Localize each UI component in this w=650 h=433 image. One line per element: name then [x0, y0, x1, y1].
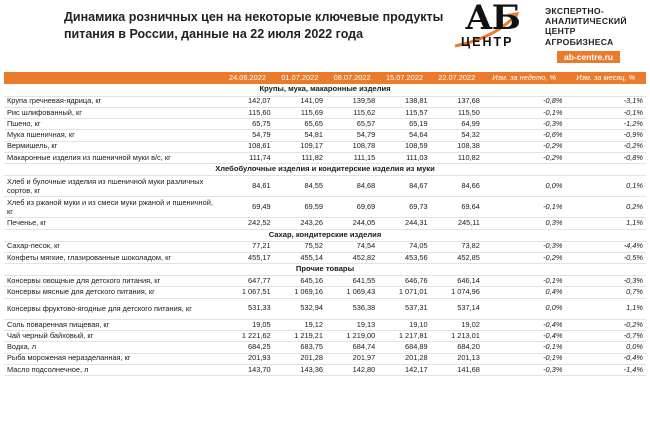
product-name: Чай черный байховый, кг — [4, 331, 221, 342]
price-cell: 69,49 — [221, 197, 273, 218]
section-header-row — [4, 229, 646, 241]
price-cell: 111,74 — [221, 152, 273, 163]
weekly-change-cell: -0,1% — [483, 353, 566, 364]
logo-url: ab-centre.ru — [557, 51, 620, 63]
product-name: Консервы фруктово-ягодные для детского питания, кг — [4, 298, 221, 319]
product-name: Пшено, кг — [4, 119, 221, 130]
monthly-change-cell: -4,4% — [565, 241, 646, 252]
header-change: Изм. за месяц, % — [565, 72, 646, 84]
price-cell: 54,79 — [326, 130, 378, 141]
price-cell: 74,54 — [326, 241, 378, 252]
table-row — [4, 342, 646, 353]
header-change: Изм. за неделю, % — [483, 72, 566, 84]
price-cell: 684,25 — [221, 342, 273, 353]
monthly-change-cell: -1,2% — [565, 119, 646, 130]
price-cell: 19,05 — [221, 319, 273, 330]
price-cell: 142,17 — [378, 364, 430, 375]
price-cell: 1 067,51 — [221, 287, 273, 298]
price-cell: 452,85 — [431, 252, 483, 263]
weekly-change-cell: -0,1% — [483, 342, 566, 353]
weekly-change-cell: 0,4% — [483, 287, 566, 298]
price-cell: 1 217,81 — [378, 331, 430, 342]
price-cell: 141,68 — [431, 364, 483, 375]
weekly-change-cell: -0,2% — [483, 141, 566, 152]
section-header-row — [4, 264, 646, 276]
monthly-change-cell: -0,8% — [565, 152, 646, 163]
monthly-change-cell: -0,2% — [565, 141, 646, 152]
weekly-change-cell: -0,6% — [483, 130, 566, 141]
weekly-change-cell: -0,4% — [483, 331, 566, 342]
price-cell: 684,89 — [378, 342, 430, 353]
weekly-change-cell: -0,3% — [483, 119, 566, 130]
price-cell: 108,59 — [378, 141, 430, 152]
table-row — [4, 96, 646, 107]
price-cell: 84,68 — [326, 176, 378, 197]
price-cell: 65,57 — [326, 119, 378, 130]
product-name: Печенье, кг — [4, 218, 221, 229]
product-name: Конфеты мягкие, глазированные шоколадом, кг — [4, 252, 221, 263]
product-name: Водка, л — [4, 342, 221, 353]
product-name: Консервы мясные для детского питания, кг — [4, 287, 221, 298]
logo-mark: АБ — [465, 0, 520, 38]
monthly-change-cell: -1,4% — [565, 364, 646, 375]
price-cell: 1 219,21 — [274, 331, 326, 342]
table-row — [4, 152, 646, 163]
table-row — [4, 364, 646, 375]
price-cell: 19,13 — [326, 319, 378, 330]
price-cell: 19,10 — [378, 319, 430, 330]
price-cell: 143,36 — [274, 364, 326, 375]
weekly-change-cell: -0,1% — [483, 276, 566, 287]
weekly-change-cell: -0,4% — [483, 319, 566, 330]
price-cell: 684,20 — [431, 342, 483, 353]
price-cell: 115,69 — [274, 107, 326, 118]
weekly-change-cell: -0,3% — [483, 241, 566, 252]
price-cell: 108,61 — [221, 141, 273, 152]
monthly-change-cell: -0,1% — [565, 107, 646, 118]
logo-text — [545, 6, 627, 47]
price-cell: 647,77 — [221, 276, 273, 287]
price-cell: 201,28 — [274, 353, 326, 364]
table-row — [4, 298, 646, 319]
product-name: Крупа гречневая-ядрица, кг — [4, 96, 221, 107]
monthly-change-cell: 0,1% — [565, 176, 646, 197]
price-cell: 84,67 — [378, 176, 430, 197]
price-cell: 69,59 — [274, 197, 326, 218]
price-cell: 75,52 — [274, 241, 326, 252]
price-cell: 108,38 — [431, 141, 483, 152]
price-cell: 69,73 — [378, 197, 430, 218]
table-row — [4, 331, 646, 342]
price-cell: 84,61 — [221, 176, 273, 197]
weekly-change-cell: -0,8% — [483, 96, 566, 107]
price-cell: 77,21 — [221, 241, 273, 252]
price-cell: 19,02 — [431, 319, 483, 330]
price-cell: 54,64 — [378, 130, 430, 141]
price-cell: 111,82 — [274, 152, 326, 163]
price-cell: 111,03 — [378, 152, 430, 163]
section-title: Крупы, мука, макаронные изделия — [4, 84, 646, 96]
price-cell: 684,74 — [326, 342, 378, 353]
weekly-change-cell: -0,1% — [483, 107, 566, 118]
table-row — [4, 119, 646, 130]
table-row — [4, 176, 646, 197]
price-cell: 537,31 — [378, 298, 430, 319]
product-name: Мука пшеничная, кг — [4, 130, 221, 141]
price-cell: 141,09 — [274, 96, 326, 107]
monthly-change-cell: -3,1% — [565, 96, 646, 107]
price-cell: 74,05 — [378, 241, 430, 252]
price-table — [4, 72, 646, 376]
product-name: Рис шлифованный, кг — [4, 107, 221, 118]
price-cell: 452,82 — [326, 252, 378, 263]
logo-line: АНАЛИТИЧЕСКИЙ — [545, 16, 627, 27]
price-cell: 69,69 — [326, 197, 378, 218]
price-cell: 1 069,43 — [326, 287, 378, 298]
logo-line: ЭКСПЕРТНО- — [545, 6, 604, 16]
price-cell: 531,33 — [221, 298, 273, 319]
price-cell: 110,82 — [431, 152, 483, 163]
weekly-change-cell: 0,0% — [483, 298, 566, 319]
price-cell: 244,31 — [378, 218, 430, 229]
product-name: Рыба мороженая неразделанная, кг — [4, 353, 221, 364]
header-date: 22.07.2022 — [431, 72, 483, 84]
table-row — [4, 353, 646, 364]
weekly-change-cell: -0,2% — [483, 252, 566, 263]
price-cell: 201,28 — [378, 353, 430, 364]
table-row — [4, 218, 646, 229]
price-cell: 115,50 — [431, 107, 483, 118]
price-cell: 69,64 — [431, 197, 483, 218]
table-row — [4, 197, 646, 218]
section-title: Прочие товары — [4, 264, 646, 276]
price-cell: 537,14 — [431, 298, 483, 319]
product-name: Хлеб и булочные изделия из пшеничной муки различных сортов, кг — [4, 176, 221, 197]
price-cell: 201,13 — [431, 353, 483, 364]
price-cell: 143,70 — [221, 364, 273, 375]
price-cell: 201,97 — [326, 353, 378, 364]
monthly-change-cell: 1,1% — [565, 218, 646, 229]
price-cell: 1 219,00 — [326, 331, 378, 342]
weekly-change-cell: -0,3% — [483, 364, 566, 375]
price-cell: 54,79 — [221, 130, 273, 141]
header-name — [4, 72, 221, 84]
product-name: Сахар-песок, кг — [4, 241, 221, 252]
section-header-row — [4, 84, 646, 96]
product-name: Соль поваренная пищевая, кг — [4, 319, 221, 330]
table-row — [4, 276, 646, 287]
price-cell: 1 213,01 — [431, 331, 483, 342]
price-cell: 115,57 — [378, 107, 430, 118]
price-cell: 84,66 — [431, 176, 483, 197]
price-cell: 1 071,01 — [378, 287, 430, 298]
price-cell: 64,99 — [431, 119, 483, 130]
monthly-change-cell: -0,7% — [565, 331, 646, 342]
product-name: Масло подсолнечное, л — [4, 364, 221, 375]
price-cell: 109,17 — [274, 141, 326, 152]
price-cell: 455,17 — [221, 252, 273, 263]
price-cell: 84,55 — [274, 176, 326, 197]
product-name: Хлеб из ржаной муки и из смеси муки ржаной и пшеничной, кг — [4, 197, 221, 218]
price-cell: 245,11 — [431, 218, 483, 229]
monthly-change-cell: -0,4% — [565, 353, 646, 364]
monthly-change-cell: 1,1% — [565, 298, 646, 319]
price-cell: 108,78 — [326, 141, 378, 152]
header-date: 01.07.2022 — [274, 72, 326, 84]
price-cell: 1 221,62 — [221, 331, 273, 342]
weekly-change-cell: 0,3% — [483, 218, 566, 229]
price-cell: 1 074,96 — [431, 287, 483, 298]
monthly-change-cell: -0,2% — [565, 319, 646, 330]
logo-line: ЦЕНТР — [545, 26, 576, 37]
price-cell: 641,55 — [326, 276, 378, 287]
price-cell: 1 069,16 — [274, 287, 326, 298]
table-row — [4, 252, 646, 263]
price-cell: 115,60 — [221, 107, 273, 118]
page-title: Динамика розничных цен на некоторые ключевые продукты питания в России, данные на 22 июля 2022 года — [64, 10, 444, 41]
header-date: 15.07.2022 — [378, 72, 430, 84]
table-row — [4, 141, 646, 152]
logo-centr: ЦЕНТР — [461, 35, 514, 49]
monthly-change-cell: 0,7% — [565, 287, 646, 298]
section-header-row — [4, 164, 646, 176]
price-cell: 455,14 — [274, 252, 326, 263]
table-row — [4, 107, 646, 118]
product-name: Вермишель, кг — [4, 141, 221, 152]
price-cell: 201,93 — [221, 353, 273, 364]
price-cell: 532,94 — [274, 298, 326, 319]
monthly-change-cell: -0,3% — [565, 276, 646, 287]
monthly-change-cell: 0,2% — [565, 197, 646, 218]
weekly-change-cell: -0,1% — [483, 197, 566, 218]
weekly-change-cell: 0,0% — [483, 176, 566, 197]
price-cell: 19,12 — [274, 319, 326, 330]
price-cell: 646,14 — [431, 276, 483, 287]
price-cell: 142,07 — [221, 96, 273, 107]
logo-line: АГРОБИЗНЕСА — [545, 36, 614, 47]
product-name: Консервы овощные для детского питания, кг — [4, 276, 221, 287]
price-cell: 453,56 — [378, 252, 430, 263]
price-cell: 243,26 — [274, 218, 326, 229]
monthly-change-cell: -0,5% — [565, 252, 646, 263]
weekly-change-cell: -0,2% — [483, 152, 566, 163]
price-cell: 138,81 — [378, 96, 430, 107]
monthly-change-cell: 0,0% — [565, 342, 646, 353]
price-cell: 645,16 — [274, 276, 326, 287]
price-cell: 115,62 — [326, 107, 378, 118]
price-cell: 54,81 — [274, 130, 326, 141]
table-header-row — [4, 72, 646, 84]
section-title: Сахар, кондитерские изделия — [4, 229, 646, 241]
table-row — [4, 130, 646, 141]
header-date: 08.07.2022 — [326, 72, 378, 84]
table-body — [4, 84, 646, 376]
price-cell: 65,75 — [221, 119, 273, 130]
price-cell: 54,32 — [431, 130, 483, 141]
price-cell: 646,76 — [378, 276, 430, 287]
ab-centre-logo — [447, 2, 647, 68]
section-title: Хлебобулочные изделия и кондитерские изделия из муки — [4, 164, 646, 176]
price-cell: 142,80 — [326, 364, 378, 375]
price-cell: 65,65 — [274, 119, 326, 130]
table-row — [4, 241, 646, 252]
price-cell: 683,75 — [274, 342, 326, 353]
price-cell: 242,52 — [221, 218, 273, 229]
price-cell: 65,19 — [378, 119, 430, 130]
product-name: Макаронные изделия из пшеничной муки в/с, кг — [4, 152, 221, 163]
price-cell: 111,15 — [326, 152, 378, 163]
price-cell: 139,58 — [326, 96, 378, 107]
table-row — [4, 319, 646, 330]
table-row — [4, 287, 646, 298]
price-cell: 244,05 — [326, 218, 378, 229]
price-cell: 137,68 — [431, 96, 483, 107]
price-cell: 73,82 — [431, 241, 483, 252]
price-cell: 536,38 — [326, 298, 378, 319]
monthly-change-cell: -0,9% — [565, 130, 646, 141]
header-date: 24.06.2022 — [221, 72, 273, 84]
